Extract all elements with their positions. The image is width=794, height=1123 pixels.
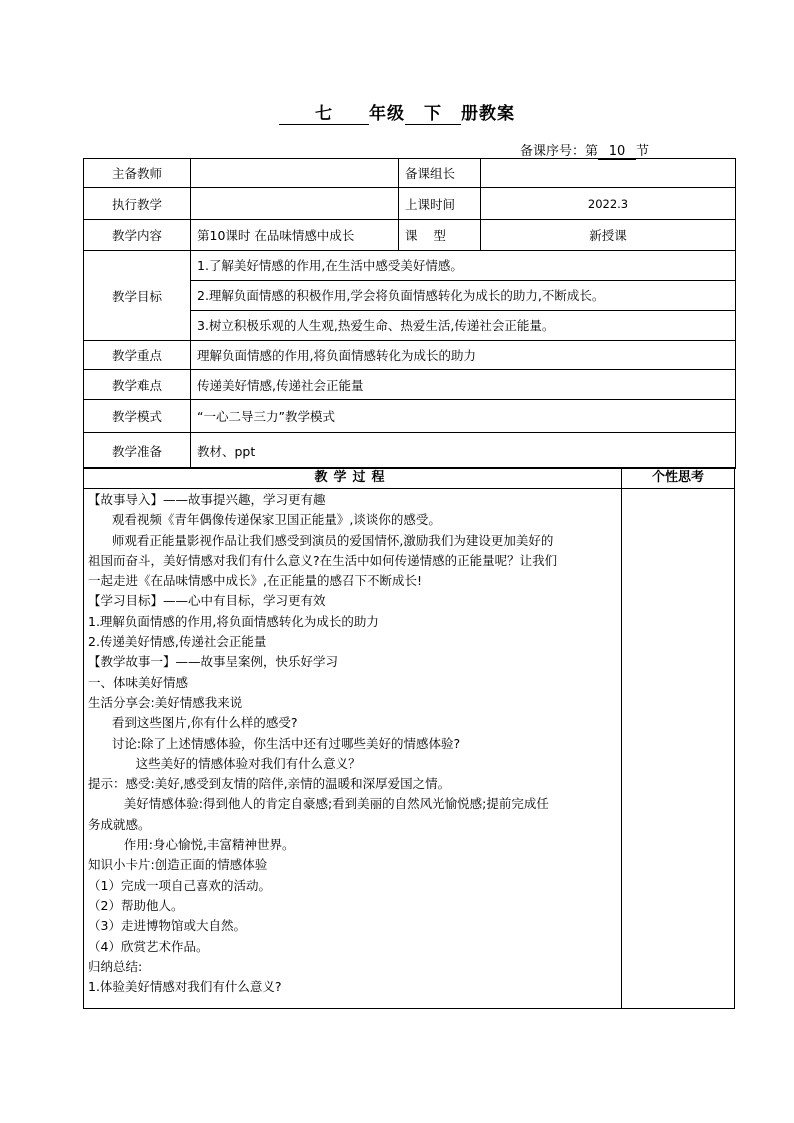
serial-number bbox=[520, 140, 649, 160]
teaching-process-section bbox=[83, 467, 735, 1009]
difficulty-value: 传递美好情感,传递社会正能量 bbox=[191, 370, 736, 400]
prep-label: 教学准备 bbox=[84, 433, 191, 469]
document-title bbox=[0, 104, 794, 125]
serial-prefix: 备课序号：第 bbox=[520, 144, 599, 159]
process-line: 提示：感受:美好,感受到友情的陪伴,亲情的温暖和深厚爱国之情。 bbox=[88, 776, 451, 792]
process-heading: 教学过程 bbox=[84, 468, 622, 489]
process-line: 观看视频《青年偶像传递保家卫国正能量》,谈谈你的感受。 bbox=[88, 512, 441, 528]
content-value: 第10课时 在品味情感中成长 bbox=[191, 220, 399, 251]
type-value: 新授课 bbox=[481, 220, 736, 251]
volume-suffix: 册教案 bbox=[461, 104, 515, 124]
group-leader-label: 备课组长 bbox=[399, 159, 481, 188]
type-label: 课 型 bbox=[399, 220, 481, 251]
class-time-label: 上课时间 bbox=[399, 188, 481, 220]
goal-item-2: 2.理解负面情感的积极作用,学会将负面情感转化为成长的助力,不断成长。 bbox=[191, 281, 735, 311]
process-line: （3）走进博物馆或大自然。 bbox=[88, 918, 246, 934]
class-time-value: 2022.3 bbox=[481, 188, 736, 220]
volume-value: 下 bbox=[405, 104, 461, 125]
content-label: 教学内容 bbox=[84, 220, 191, 251]
process-line: 1.理解负面情感的作用,将负面情感转化为成长的助力 bbox=[88, 613, 379, 629]
personal-reflection-heading: 个性思考 bbox=[622, 468, 734, 489]
process-line: （1）完成一项自己喜欢的活动。 bbox=[88, 877, 271, 893]
group-leader-value bbox=[481, 159, 736, 188]
goal-item-1: 1.了解美好情感的作用,在生活中感受美好情感。 bbox=[191, 251, 735, 281]
process-line: （4）欣赏艺术作品。 bbox=[88, 938, 209, 954]
grade-suffix: 年级 bbox=[369, 104, 405, 124]
goals-list bbox=[191, 251, 736, 341]
process-line: （2）帮助他人。 bbox=[88, 897, 184, 913]
difficulty-label: 教学难点 bbox=[84, 370, 191, 400]
process-line: 知识小卡片:创造正面的情感体验 bbox=[88, 857, 268, 873]
executor-value bbox=[191, 188, 399, 220]
mode-label: 教学模式 bbox=[84, 400, 191, 433]
process-line: 这些美好的情感体验对我们有什么意义？ bbox=[88, 755, 361, 771]
process-line: 祖国而奋斗，美好情感对我们有什么意义?在生活中如何传递情感的正能量呢？让我们 bbox=[88, 552, 558, 568]
process-line: 一、体味美好情感 bbox=[88, 674, 189, 690]
serial-number-value: 10 bbox=[598, 144, 636, 160]
process-line: 【学习目标】——心中有目标，学习更有效 bbox=[88, 593, 326, 609]
process-line: 生活分享会:美好情感我来说 bbox=[88, 694, 243, 710]
process-line: 作用:身心愉悦,丰富精神世界。 bbox=[88, 837, 295, 853]
process-line: 1.体验美好情感对我们有什么意义? bbox=[88, 979, 282, 995]
process-line: 归纳总结: bbox=[88, 958, 143, 974]
process-line: 2.传递美好情感,传递社会正能量 bbox=[88, 634, 267, 650]
serial-suffix: 节 bbox=[636, 144, 650, 159]
process-line: 美好情感体验:得到他人的肯定自豪感;看到美丽的自然风光愉悦感;提前完成任 bbox=[88, 796, 549, 812]
teacher-value bbox=[191, 159, 399, 188]
process-line: 【故事导入】——故事提兴趣，学习更有趣 bbox=[88, 492, 326, 507]
mode-value: “一心二导三力”教学模式 bbox=[191, 400, 736, 433]
key-point-label: 教学重点 bbox=[84, 341, 191, 370]
process-line: 务成就感。 bbox=[88, 816, 151, 832]
process-line: 师观看正能量影视作品让我们感受到演员的爱国情怀,激励我们为建设更加美好的 bbox=[88, 532, 554, 548]
goals-label: 教学目标 bbox=[84, 251, 191, 341]
process-line: 【教学故事一】——故事呈案例，快乐好学习 bbox=[88, 654, 339, 670]
process-line: 看到这些图片,你有什么样的感受? bbox=[88, 715, 298, 731]
goal-item-3: 3.树立积极乐观的人生观,热爱生命、热爱生活,传递社会正能量。 bbox=[197, 318, 555, 333]
teacher-label: 主备教师 bbox=[84, 159, 191, 188]
process-line: 讨论:除了上述情感体验，你生活中还有过哪些美好的情感体验? bbox=[88, 735, 461, 751]
process-line: 一起走进《在品味情感中成长》,在正能量的感召下不断成长! bbox=[88, 573, 422, 589]
column-divider bbox=[621, 488, 622, 1008]
grade-value: 七 bbox=[279, 104, 369, 125]
lesson-info-table bbox=[83, 158, 736, 469]
prep-value: 教材、ppt bbox=[191, 433, 736, 469]
executor-label: 执行教学 bbox=[84, 188, 191, 220]
process-content bbox=[88, 490, 618, 997]
key-point-value: 理解负面情感的作用,将负面情感转化为成长的助力 bbox=[191, 341, 736, 370]
